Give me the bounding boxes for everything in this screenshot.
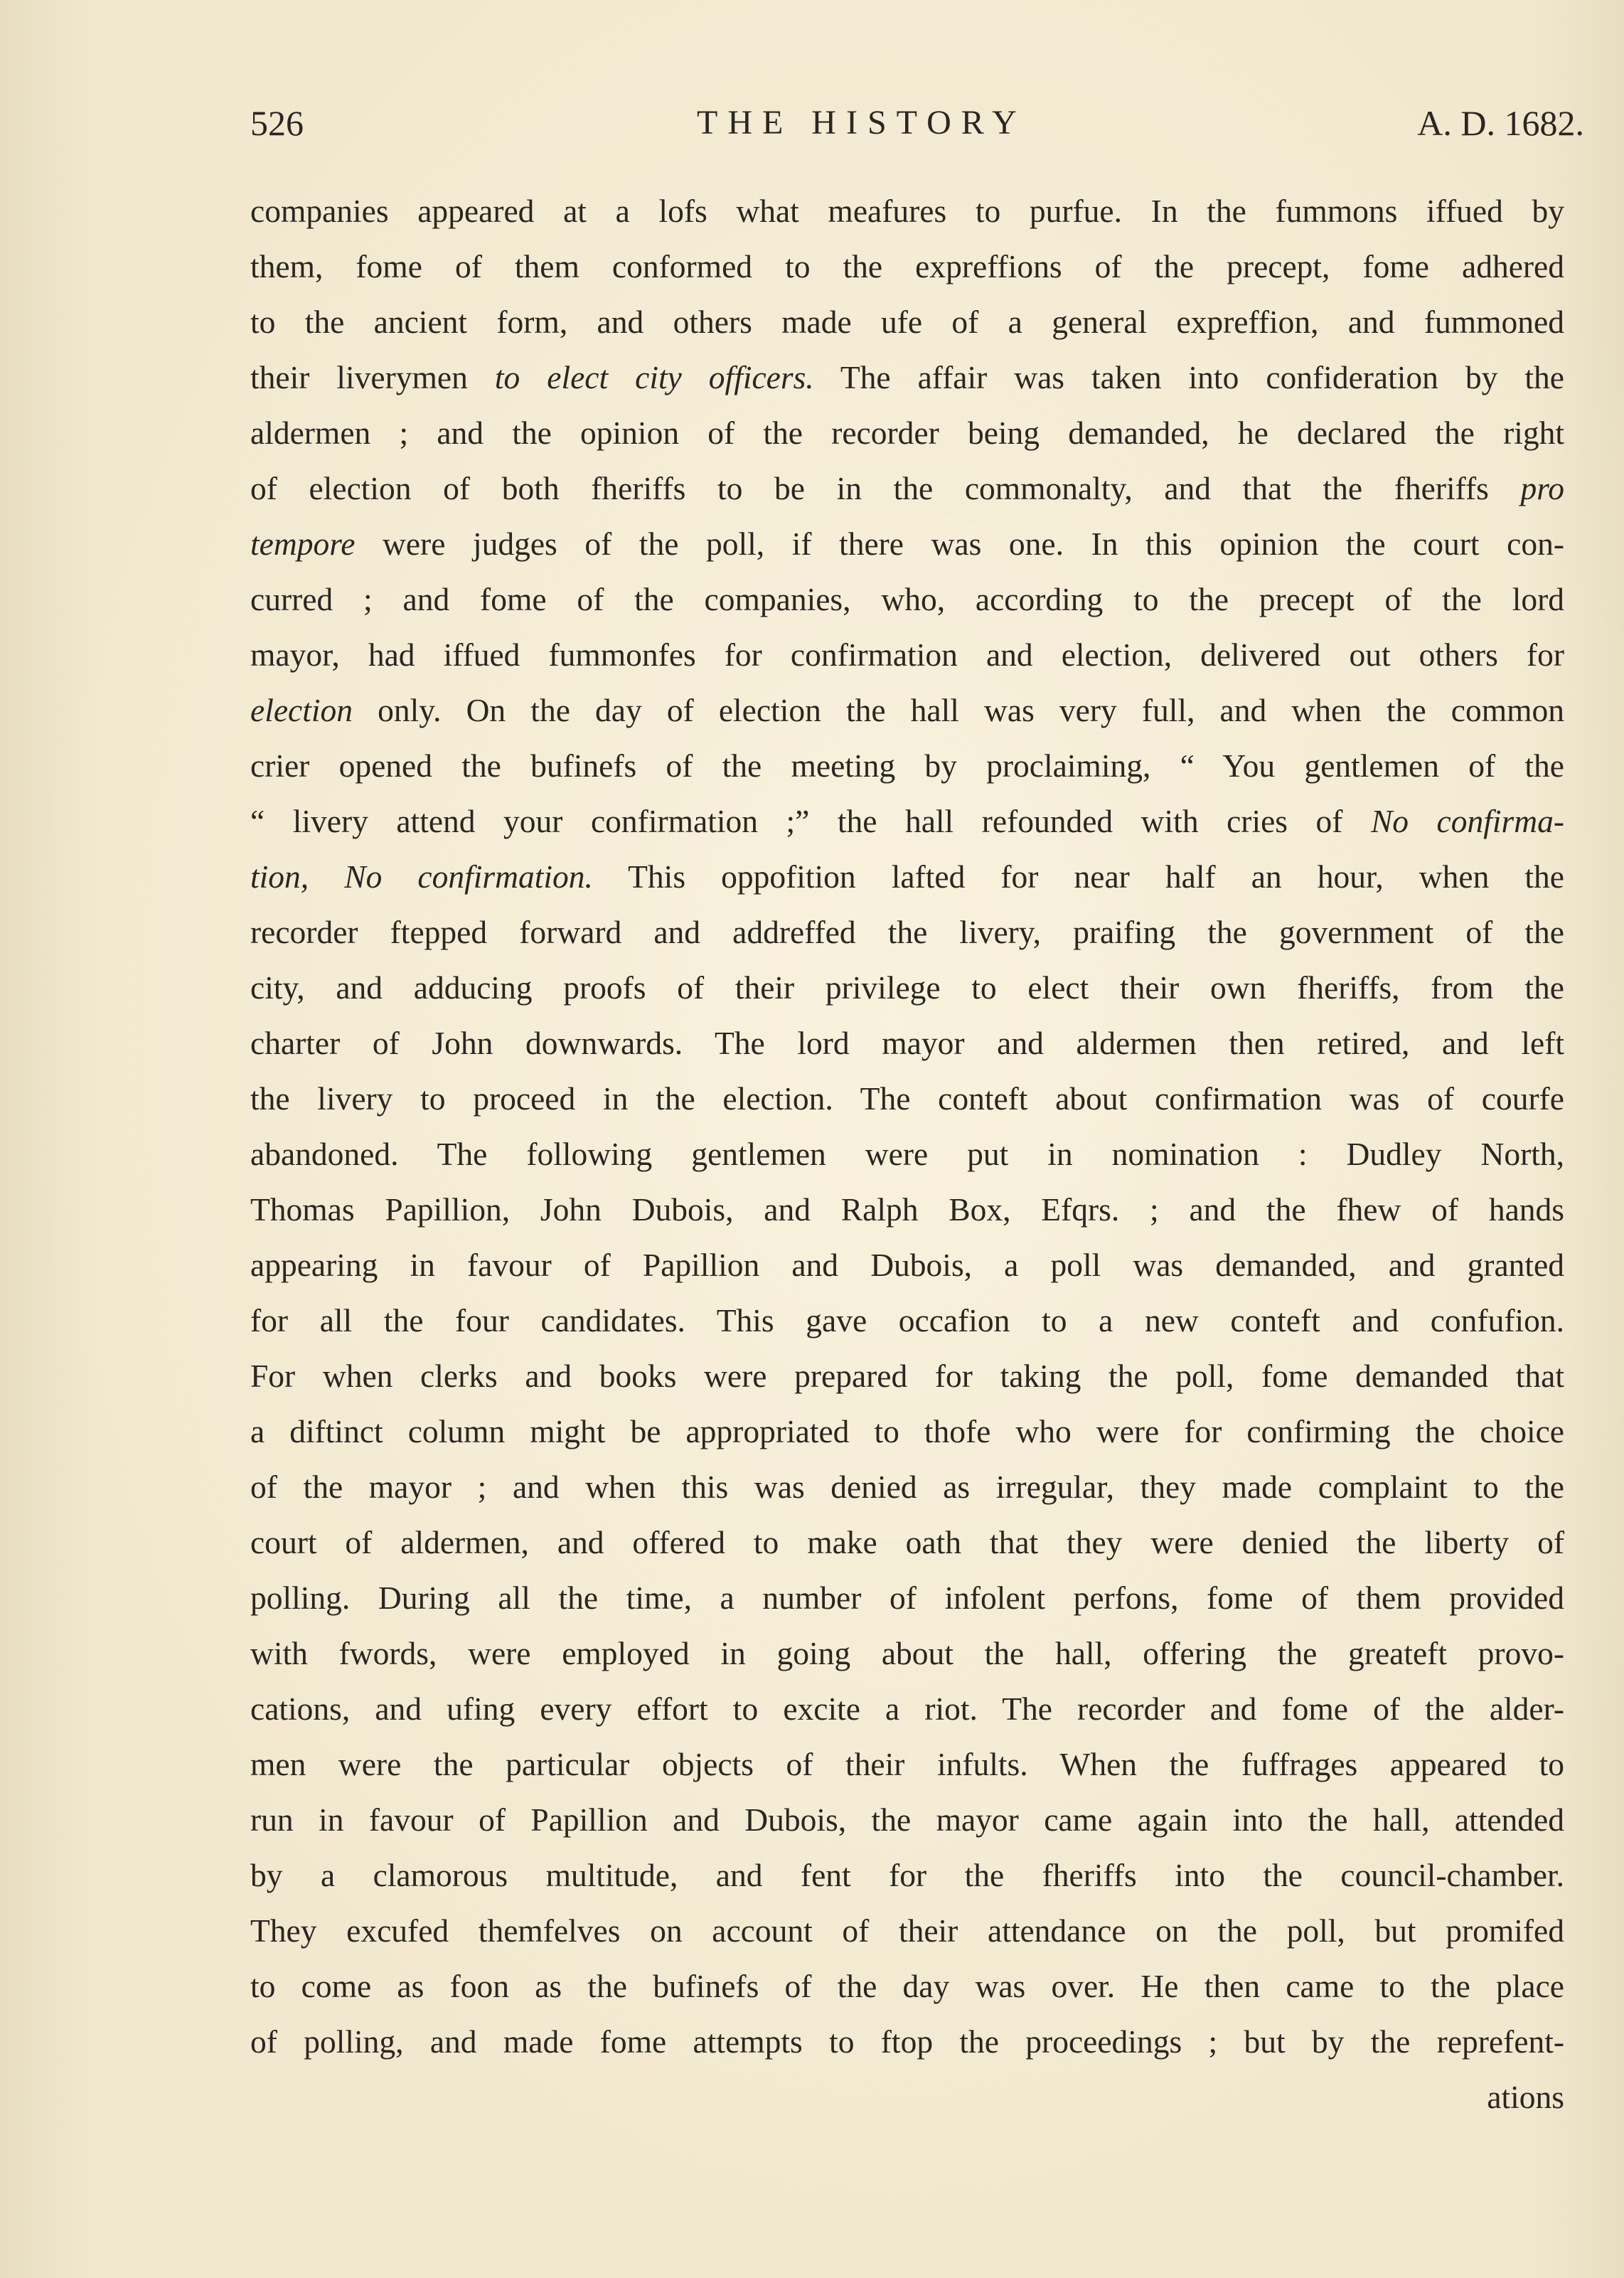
text-segment: of election of both fheriffs to be in the commonalty, and that the fheriffs [250,470,1521,506]
italic-text: tion, No confirmation. [250,858,593,895]
text-segment: “ livery attend your confirmation ;” the hall refounded with cries of [250,803,1371,839]
text-segment: ations [1487,2079,1564,2115]
text-line [250,1238,1564,1293]
text-line [250,849,1564,905]
text-line [250,738,1564,794]
text-segment: for all the four candidates. This gave occafion to a new conteft and confufion. [250,1302,1564,1338]
text-segment: only. On the day of election the hall was very full, and when the common [353,692,1564,728]
text-segment: a diftinct column might be appropriated to thofe who were for confirming the choice [250,1413,1564,1449]
italic-text: pro [1520,470,1564,506]
text-segment: of the mayor ; and when this was denied as irregular, they made complaint to the [250,1469,1564,1505]
text-line [250,960,1564,1016]
text-segment: run in favour of Papillion and Dubois, the mayor came again into the hall, attended [250,1801,1564,1838]
italic-text: No confirma- [1370,803,1565,839]
text-segment: of polling, and made fome attempts to ftop the proceedings ; but by the reprefent- [250,2023,1564,2060]
text-segment: The affair was taken into confideration by the [813,359,1564,395]
text-segment: city, and adducing proofs of their privilege to elect their own fheriffs, from the [250,969,1564,1006]
text-segment: For when clerks and books were prepared for taking the poll, fome demanded that [250,1358,1564,1394]
text-line [250,1293,1564,1348]
text-segment: They excufed themfelves on account of their attendance on the poll, but promifed [250,1912,1564,1949]
text-line [250,1016,1564,1071]
text-segment: with fwords, were employed in going about the hall, offering the greateft provo- [250,1635,1564,1671]
text-segment: to come as foon as the bufinefs of the day was over. He then came to the place [250,1968,1564,2004]
italic-text: election [250,692,353,728]
text-segment: by a clamorous multitude, and fent for the fheriffs into the council-chamber. [250,1857,1564,1893]
text-segment: to the ancient form, and others made ufe of a general expreffion, and fummoned [250,304,1564,340]
text-line [250,2070,1564,2125]
italic-text: tempore [250,526,356,562]
text-segment: them, fome of them conformed to the expreffions of the precept, fome adhered [250,248,1564,284]
text-line [250,350,1564,405]
text-line [250,1182,1564,1238]
text-line [250,183,1564,239]
text-line [250,794,1564,849]
text-segment: Thomas Papillion, John Dubois, and Ralph Box, Efqrs. ; and the fhew of hands [250,1191,1564,1228]
text-segment: aldermen ; and the opinion of the recorder being demanded, he declared the right [250,415,1564,451]
italic-text: to elect city officers. [494,359,814,395]
text-segment: This oppofition lafted for near half an hour, when the [592,858,1564,895]
text-segment: abandoned. The following gentlemen were put in nomination : Dudley North, [250,1136,1564,1172]
text-line [250,461,1564,516]
text-line [250,572,1564,627]
text-line [250,239,1564,294]
text-line [250,405,1564,461]
text-segment: were judges of the poll, if there was one. In this opinion the court con- [355,526,1564,562]
text-line [250,1903,1564,1959]
text-segment: curred ; and fome of the companies, who, according to the precept of the lord [250,581,1564,617]
text-line [250,1515,1564,1570]
header-date: A. D. 1682. [1417,103,1584,143]
text-segment: the livery to proceed in the election. The conteft about confirmation was of courfe [250,1080,1564,1117]
text-line [250,1792,1564,1848]
text-line [250,1737,1564,1792]
text-line [250,2014,1564,2070]
page-header [250,98,1584,148]
text-line [250,1071,1564,1127]
text-segment: appearing in favour of Papillion and Dubois, a poll was demanded, and granted [250,1247,1564,1283]
page-number: 526 [250,103,304,143]
text-line [250,1570,1564,1626]
text-line [250,516,1564,572]
text-line [250,1348,1564,1404]
text-segment: court of aldermen, and offered to make oath that they were denied the liberty of [250,1524,1564,1560]
text-segment: men were the particular objects of their infults. When the fuffrages appeared to [250,1746,1564,1782]
text-line [250,294,1564,350]
text-line [250,1681,1564,1737]
text-segment: companies appeared at a lofs what meafures to purfue. In the fummons iffued by [250,193,1564,229]
text-segment: their liverymen [250,359,495,395]
text-line [250,1626,1564,1681]
body-text [250,183,1564,2125]
text-segment: recorder ftepped forward and addreffed the livery, praifing the government of the [250,914,1564,950]
text-line [250,905,1564,960]
text-line [250,627,1564,683]
text-segment: charter of John downwards. The lord mayor and aldermen then retired, and left [250,1025,1564,1061]
text-segment: mayor, had iffued fummonfes for confirmation and election, delivered out others for [250,637,1564,673]
text-segment: cations, and ufing every effort to excite a riot. The recorder and fome of the alder- [250,1691,1564,1727]
text-line [250,1127,1564,1182]
text-line [250,683,1564,738]
text-segment: crier opened the bufinefs of the meeting by proclaiming, “ You gentlemen of the [250,747,1564,784]
text-line [250,1959,1564,2014]
running-head: THE HISTORY [697,104,1027,142]
text-line [250,1848,1564,1903]
text-segment: polling. During all the time, a number of infolent perfons, fome of them provided [250,1580,1564,1616]
text-line [250,1459,1564,1515]
text-line [250,1404,1564,1459]
